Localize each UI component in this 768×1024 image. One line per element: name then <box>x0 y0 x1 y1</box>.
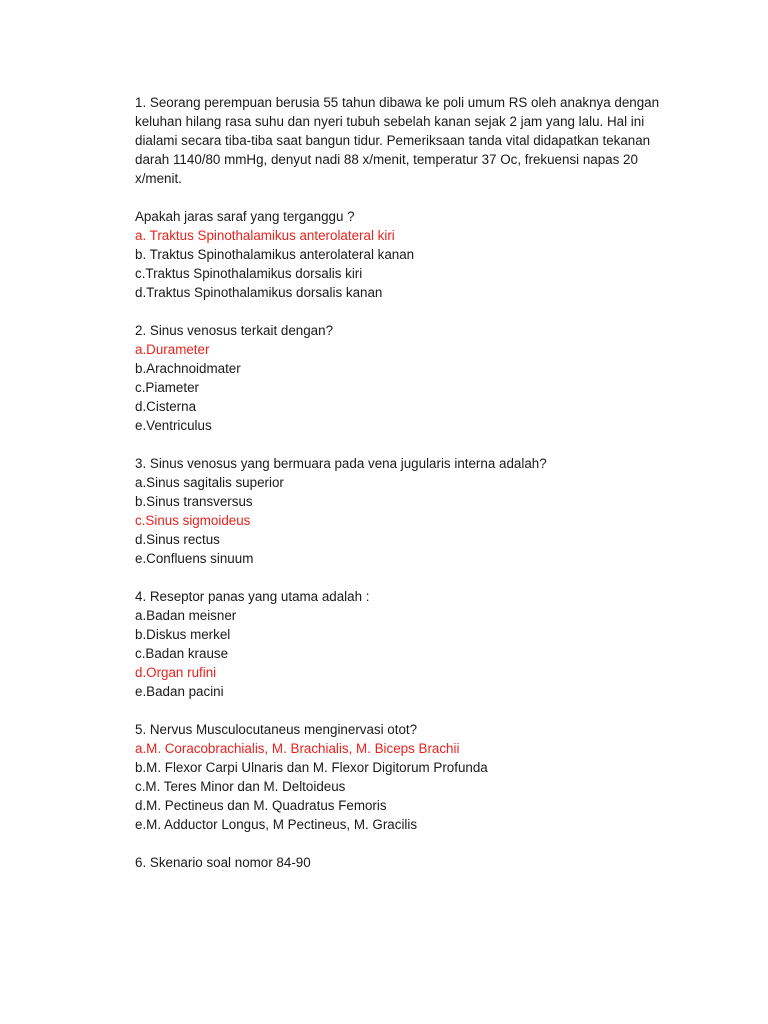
spacer <box>135 188 695 207</box>
question-3-option-d: d.Sinus rectus <box>135 532 220 547</box>
question-5 <box>135 720 695 834</box>
question-5-option-c: c.M. Teres Minor dan M. Deltoideus <box>135 779 346 794</box>
spacer <box>135 568 695 587</box>
document-page <box>135 93 695 872</box>
question-3 <box>135 454 695 568</box>
question-1-stem-line: keluhan hilang rasa suhu dan nyeri tubuh sebelah kanan sejak 2 jam yang lalu. Hal ini <box>135 114 645 129</box>
question-4-option-d-correct: d.Organ rufini <box>135 665 217 680</box>
spacer <box>135 302 695 321</box>
question-6-prompt: 6. Skenario soal nomor 84-90 <box>135 855 311 870</box>
question-4-option-e: e.Badan pacini <box>135 684 224 699</box>
question-1-stem-line: 1. Seorang perempuan berusia 55 tahun dibawa ke poli umum RS oleh anaknya dengan <box>135 95 660 110</box>
question-2 <box>135 321 695 435</box>
question-4-prompt: 4. Reseptor panas yang utama adalah : <box>135 589 370 604</box>
question-1-prompt: Apakah jaras saraf yang terganggu ? <box>135 209 355 224</box>
question-3-prompt: 3. Sinus venosus yang bermuara pada vena jugularis interna adalah? <box>135 456 547 471</box>
question-2-option-e: e.Ventriculus <box>135 418 212 433</box>
question-1-option-a-correct: a. Traktus Spinothalamikus anterolateral kiri <box>135 228 395 243</box>
question-1-option-d: d.Traktus Spinothalamikus dorsalis kanan <box>135 285 383 300</box>
question-2-prompt: 2. Sinus venosus terkait dengan? <box>135 323 334 338</box>
question-1 <box>135 93 695 302</box>
question-2-option-d: d.Cisterna <box>135 399 197 414</box>
question-5-option-e: e.M. Adductor Longus, M Pectineus, M. Gracilis <box>135 817 418 832</box>
question-4-option-c: c.Badan krause <box>135 646 229 661</box>
question-4 <box>135 587 695 701</box>
question-1-stem-line: darah 1140/80 mmHg, denyut nadi 88 x/menit, temperatur 37 Oc, frekuensi napas 20 <box>135 152 638 167</box>
question-5-option-d: d.M. Pectineus dan M. Quadratus Femoris <box>135 798 387 813</box>
spacer <box>135 701 695 720</box>
question-3-option-b: b.Sinus transversus <box>135 494 253 509</box>
question-4-option-a: a.Badan meisner <box>135 608 237 623</box>
question-5-prompt: 5. Nervus Musculocutaneus menginervasi otot? <box>135 722 418 737</box>
question-5-option-a-correct: a.M. Coracobrachialis, M. Brachialis, M. Biceps Brachii <box>135 741 460 756</box>
question-1-option-b: b. Traktus Spinothalamikus anterolateral kanan <box>135 247 415 262</box>
spacer <box>135 435 695 454</box>
question-6 <box>135 853 695 872</box>
question-3-option-c-correct: c.Sinus sigmoideus <box>135 513 251 528</box>
question-1-stem-line: x/menit. <box>135 171 182 186</box>
question-4-option-b: b.Diskus merkel <box>135 627 231 642</box>
question-3-option-a: a.Sinus sagitalis superior <box>135 475 284 490</box>
question-2-option-b: b.Arachnoidmater <box>135 361 241 376</box>
question-1-stem-line: dialami secara tiba-tiba saat bangun tidur. Pemeriksaan tanda vital didapatkan tekanan <box>135 133 651 148</box>
question-1-option-c: c.Traktus Spinothalamikus dorsalis kiri <box>135 266 363 281</box>
question-2-option-a-correct: a.Durameter <box>135 342 210 357</box>
question-3-option-e: e.Confluens sinuum <box>135 551 254 566</box>
question-2-option-c: c.Piameter <box>135 380 199 395</box>
spacer <box>135 834 695 853</box>
question-5-option-b: b.M. Flexor Carpi Ulnaris dan M. Flexor Digitorum Profunda <box>135 760 488 775</box>
